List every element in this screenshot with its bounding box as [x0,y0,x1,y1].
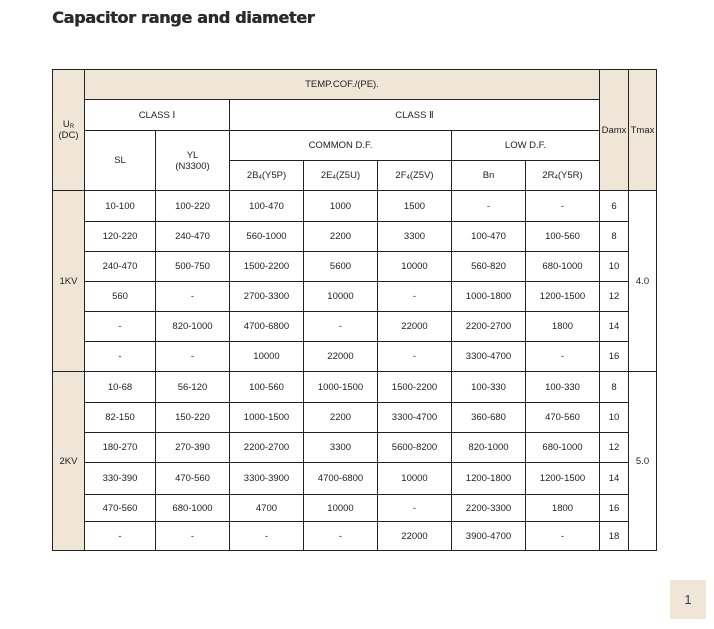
value-cell: 100-470 [230,191,304,222]
value-cell: - [526,191,600,222]
table-row [53,433,657,463]
tmax-header: Tmax [629,70,657,191]
value-cell: 1000 [304,191,378,222]
table-row [53,222,657,252]
value-cell: 5600 [304,252,378,282]
value-cell: 10-68 [85,372,156,403]
damx-cell: 18 [600,522,629,551]
subcol-sub: 4 [554,175,558,181]
damx-cell: 8 [600,222,629,252]
value-cell: 3300-3900 [230,463,304,495]
value-cell: 10-100 [85,191,156,222]
value-cell: 22000 [378,312,452,342]
value-cell: 2200 [304,403,378,433]
yl-sublabel: (N3300) [175,160,210,172]
value-cell: - [304,312,378,342]
table-row [53,463,657,495]
subcol-sub: 4 [332,175,336,181]
temp-cof-header: TEMP.COF./(PE). [85,70,600,100]
value-cell: 1000-1800 [452,282,526,312]
value-cell: 3300 [304,433,378,463]
page-title: Capacitor range and diameter [52,8,315,27]
value-cell: 560-1000 [230,222,304,252]
value-cell: 1500-2200 [230,252,304,282]
value-cell: 100-560 [230,372,304,403]
value-cell: 100-330 [452,372,526,403]
value-cell: 4700 [230,495,304,522]
subcol-suffix: (Z5V) [409,170,434,181]
value-cell: - [526,522,600,551]
value-cell: 1200-1500 [526,282,600,312]
value-cell: - [230,522,304,551]
value-cell: - [378,495,452,522]
subcol-header [230,161,304,191]
class1-header: CLASS Ⅰ [85,100,230,131]
value-cell: 1200-1500 [526,463,600,495]
damx-header: Damx [600,70,629,191]
table-row [53,372,657,403]
subcol-suffix: (Y5P) [261,170,287,181]
value-cell: 10000 [378,463,452,495]
value-cell: 680-1000 [526,252,600,282]
common-df-header: COMMON D.F. [230,131,452,161]
value-cell: 470-560 [156,463,230,495]
value-cell: 1000-1500 [230,403,304,433]
value-cell: 4700-6800 [230,312,304,342]
value-cell: 3300 [378,222,452,252]
subcol-main: Bn [482,170,495,181]
damx-cell: 8 [600,372,629,403]
value-cell: 330-390 [85,463,156,495]
damx-cell: 14 [600,312,629,342]
sl-header: SL [85,131,156,191]
capacitor-spec-table [52,69,657,551]
value-cell: 2200-2700 [230,433,304,463]
subcol-header [378,161,452,191]
value-cell: 3300-4700 [378,403,452,433]
value-cell: 10000 [230,342,304,372]
value-cell: 560-820 [452,252,526,282]
subcol-suffix: (Z5U) [335,170,361,181]
value-cell: 1500 [378,191,452,222]
table-row [53,495,657,522]
value-cell: 22000 [378,522,452,551]
value-cell: 1200-1800 [452,463,526,495]
value-cell: 10000 [304,282,378,312]
damx-cell: 10 [600,403,629,433]
subcol-main: 2R [542,170,555,181]
yl-header [156,131,230,191]
yl-label: YL [186,149,199,161]
value-cell: 3900-4700 [452,522,526,551]
subcol-header [304,161,378,191]
class2-header: CLASS Ⅱ [230,100,600,131]
table-row [53,282,657,312]
subcol-main: 2E [320,170,333,181]
damx-cell: 6 [600,191,629,222]
damx-cell: 12 [600,433,629,463]
dc-label: (DC) [58,130,79,141]
value-cell: 2200 [304,222,378,252]
value-cell: 680-1000 [526,433,600,463]
value-cell: 240-470 [156,222,230,252]
damx-cell: 10 [600,252,629,282]
value-cell: - [378,282,452,312]
damx-cell: 16 [600,342,629,372]
value-cell: 270-390 [156,433,230,463]
ur-label: U [62,119,70,130]
value-cell: 470-560 [526,403,600,433]
value-cell: 100-220 [156,191,230,222]
value-cell: 680-1000 [156,495,230,522]
value-cell: 5600-8200 [378,433,452,463]
table-row [53,522,657,551]
damx-cell: 14 [600,463,629,495]
subcol-sub: 4 [258,175,262,181]
value-cell: - [378,342,452,372]
value-cell: - [85,522,156,551]
value-cell: - [85,342,156,372]
value-cell: 1800 [526,495,600,522]
value-cell: 1800 [526,312,600,342]
value-cell: 2200-2700 [452,312,526,342]
value-cell: 240-470 [85,252,156,282]
table-row [53,403,657,433]
value-cell: 360-680 [452,403,526,433]
value-cell: 180-270 [85,433,156,463]
value-cell: - [156,342,230,372]
subcol-sub: 4 [406,175,410,181]
value-cell: - [304,522,378,551]
ur-sub: R [69,124,75,130]
value-cell: 4700-6800 [304,463,378,495]
tmax-cell: 5.0 [629,372,657,551]
value-cell: 82-150 [85,403,156,433]
value-cell: 820-1000 [156,312,230,342]
low-df-header: LOW D.F. [452,131,600,161]
value-cell: 500-750 [156,252,230,282]
value-cell: 1000-1500 [304,372,378,403]
ur-dc-header [53,70,85,191]
value-cell: 2700-3300 [230,282,304,312]
subcol-header [452,161,526,191]
table-row [53,342,657,372]
value-cell: 2200-3300 [452,495,526,522]
value-cell: 22000 [304,342,378,372]
value-cell: 120-220 [85,222,156,252]
damx-cell: 12 [600,282,629,312]
voltage-cell: 2KV [53,372,85,551]
tmax-cell: 4.0 [629,191,657,372]
page-number: 1 [670,580,706,619]
value-cell: - [156,522,230,551]
value-cell: 150-220 [156,403,230,433]
table-row [53,312,657,342]
table-row [53,191,657,222]
subcol-main: 2B [246,170,259,181]
value-cell: 820-1000 [452,433,526,463]
subcol-suffix: (Y5R) [557,170,583,181]
value-cell: 560 [85,282,156,312]
value-cell: 56-120 [156,372,230,403]
value-cell: 470-560 [85,495,156,522]
table-row [53,252,657,282]
voltage-cell: 1KV [53,191,85,372]
value-cell: - [526,342,600,372]
subcol-header [526,161,600,191]
value-cell: 100-330 [526,372,600,403]
value-cell: 3300-4700 [452,342,526,372]
value-cell: - [85,312,156,342]
value-cell: 10000 [378,252,452,282]
subcol-main: 2F [395,170,407,181]
value-cell: - [452,191,526,222]
value-cell: 1500-2200 [378,372,452,403]
value-cell: 100-470 [452,222,526,252]
value-cell: 10000 [304,495,378,522]
value-cell: 100-560 [526,222,600,252]
damx-cell: 16 [600,495,629,522]
value-cell: - [156,282,230,312]
